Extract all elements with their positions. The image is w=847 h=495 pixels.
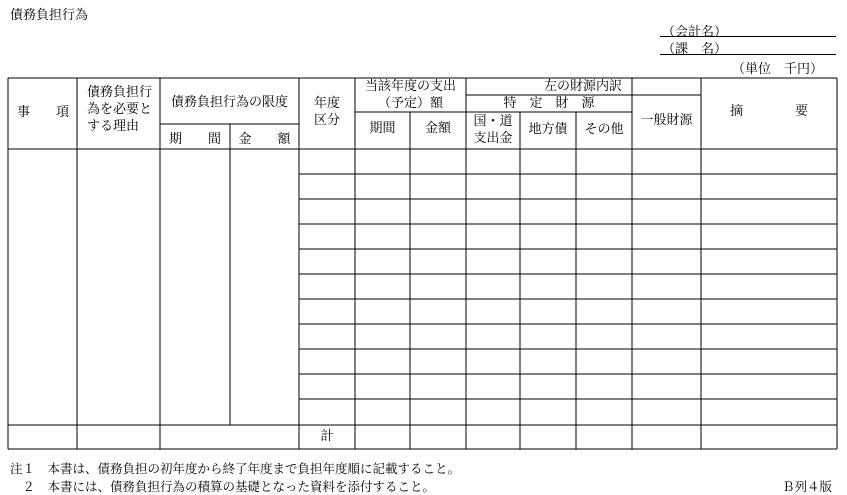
header-limit: 債務負担行為の限度	[170, 95, 288, 110]
header-expense-2: （予定）額	[377, 96, 443, 111]
note-1: 注１ 本書は、債務負担の初年度から終了年度まで負担年度順に記載すること。	[10, 461, 461, 476]
header-item: 事 項	[17, 105, 70, 120]
unit-label: （単位 千円）	[732, 62, 824, 77]
header-expense-amount: 金額	[424, 121, 451, 136]
header-local-bond: 地方債	[528, 122, 568, 137]
note-2: ２ 本書には、債務負担行為の積算の基礎となった資料を添付すること。	[10, 479, 436, 494]
header-reason-1: 債務負担行	[87, 85, 153, 100]
header-national-1: 国・道	[473, 114, 513, 129]
header-fiscal-2: 区分	[313, 113, 340, 128]
header-other: その他	[584, 122, 624, 137]
header-remarks: 摘 要	[729, 104, 808, 119]
header-reason-2: 為を必要と	[87, 102, 153, 117]
header-reason-3: する理由	[87, 119, 140, 134]
form-code: Ｂ列４版	[782, 479, 833, 494]
header-national-2: 支出金	[473, 131, 513, 146]
header-expense-1: 当該年度の支出	[364, 79, 456, 94]
accounting-name-label: （会計名）	[662, 25, 728, 40]
header-general-source: 一般財源	[640, 113, 693, 128]
form-title: 債務負担行為	[10, 8, 89, 23]
header-limit-amount: 金 額	[238, 132, 291, 147]
header-expense-period: 期間	[369, 121, 396, 136]
header-limit-period: 期 間	[168, 132, 221, 147]
header-specific-source: 特 定 財 源	[503, 96, 595, 111]
section-name-label: （課 名）	[662, 42, 728, 57]
header-fiscal-1: 年度	[313, 96, 340, 111]
total-label: 計	[320, 429, 334, 444]
header-breakdown: 左の財源内訳	[543, 79, 622, 94]
